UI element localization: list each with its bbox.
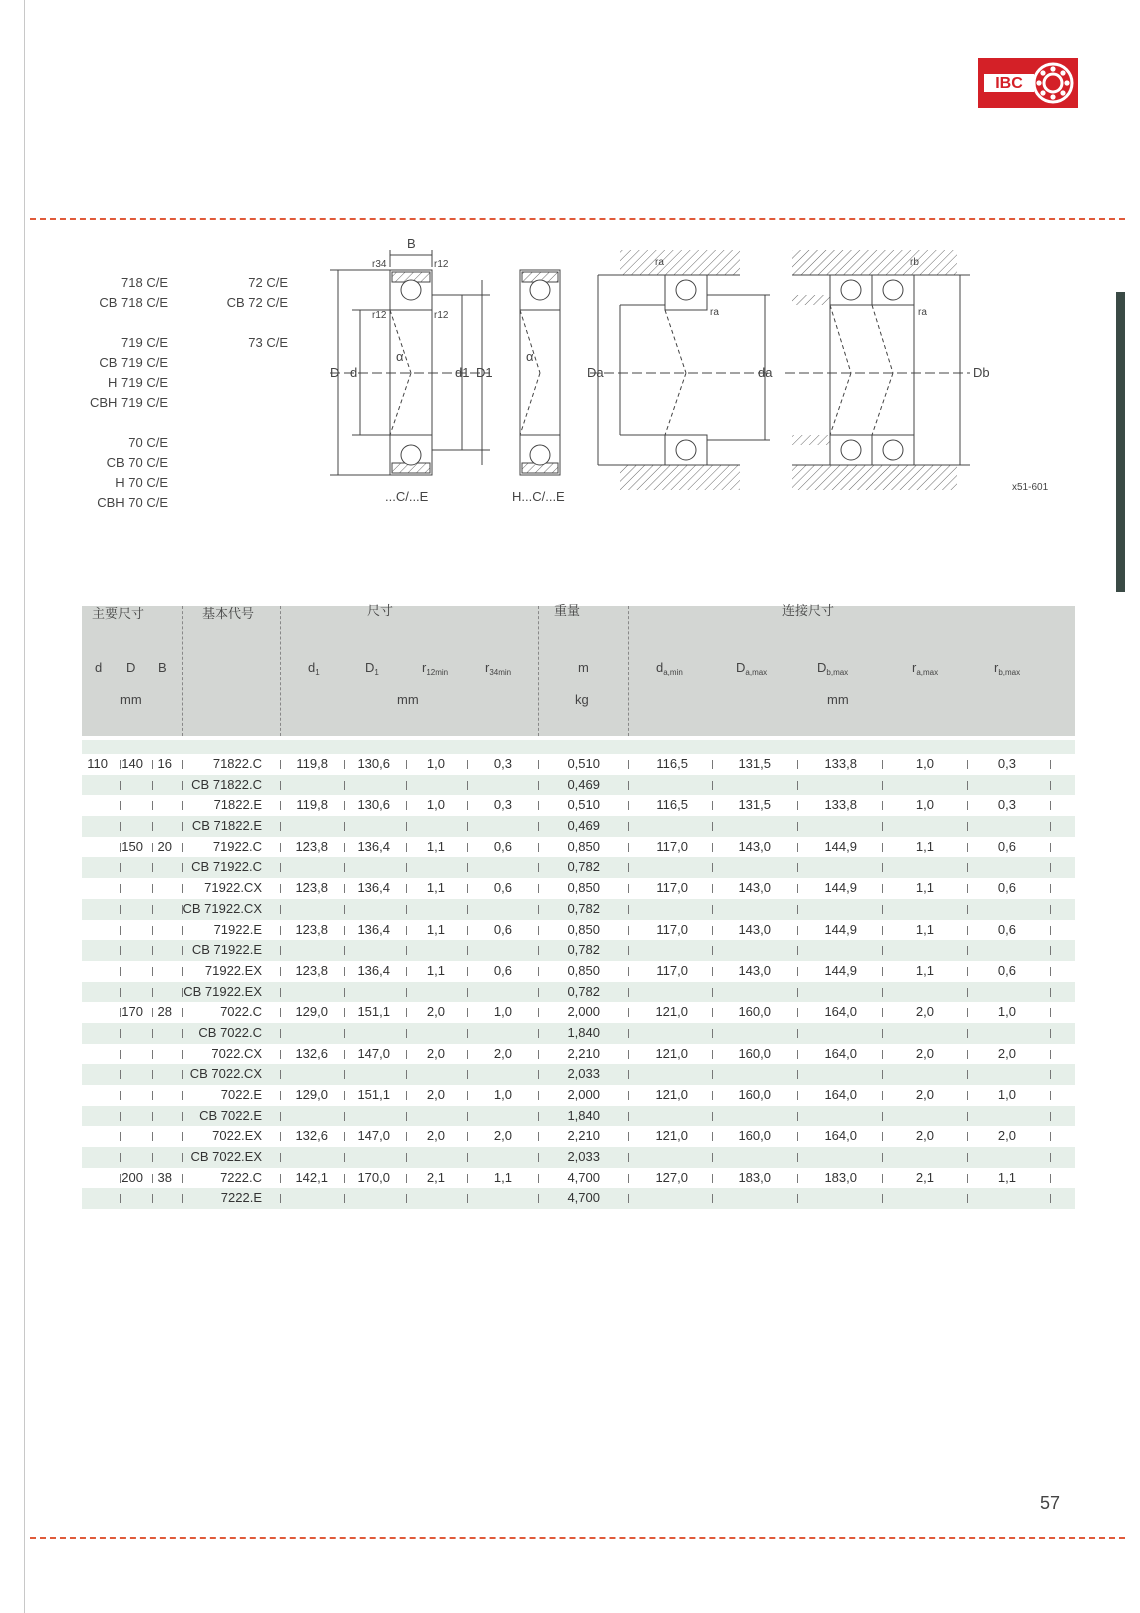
cell-ra: 2,0 (915, 1087, 934, 1102)
col-Db: $D_{b,max}$ (817, 660, 849, 677)
table-row (82, 1188, 1075, 1209)
cell-code: CB 71822.E (191, 818, 262, 834)
page-number: 57 (1040, 1493, 1061, 1513)
table-row (82, 1106, 1075, 1127)
model-designation: 73 C/E (248, 335, 288, 350)
svg-text:Db: Db (973, 365, 990, 380)
cell-rb: 2,0 (997, 1045, 1016, 1061)
cell-Db: 164,0 (824, 1004, 857, 1020)
cell-code: CB 7022.E (199, 1107, 262, 1123)
cell-m: 0,510 (567, 756, 600, 771)
cell-ra: 2,0 (915, 1128, 934, 1144)
cell-m: 0,469 (567, 776, 600, 792)
cell-D1: 151,1 (357, 1004, 390, 1020)
col-D: D (126, 660, 136, 675)
model-group (60, 433, 168, 513)
drawing-label-h: H...C/...E (512, 489, 565, 504)
col-Da: $D_{a,max}$ (736, 660, 768, 677)
cell-code: CB 7022.C (198, 1024, 262, 1040)
cell-r12: 2,0 (426, 1004, 445, 1020)
cell-ra: 1,1 (915, 921, 934, 937)
cell-Db: 133,8 (824, 797, 857, 813)
table-row (82, 857, 1075, 878)
header-weight: 重量 (554, 603, 581, 618)
cell-D1: 136,4 (357, 838, 390, 854)
cell-Da: 143,0 (738, 838, 771, 854)
cell-d1: 123,8 (295, 962, 328, 978)
cell-Db: 164,0 (824, 1128, 857, 1144)
cell-m: 0,850 (567, 880, 600, 896)
cell-r34: 1,1 (493, 1169, 512, 1185)
cell-d1: 123,8 (295, 880, 328, 896)
cell-code: CB 71922.E (191, 942, 262, 958)
cell-r34: 1,0 (493, 1087, 512, 1102)
cell-D1: 130,6 (357, 797, 390, 813)
cell-code: 71922.C (212, 838, 262, 854)
cell-Db: 183,0 (824, 1169, 857, 1185)
cell-code: 71922.EX (204, 962, 262, 978)
cell-Da: 143,0 (738, 921, 771, 937)
cell-rb: 0,6 (997, 880, 1016, 896)
cell-Da: 160,0 (738, 1087, 771, 1102)
svg-text:r12: r12 (372, 310, 387, 321)
cell-code: CB 7022.EX (190, 1149, 262, 1165)
cell-r12: 1,0 (426, 797, 445, 813)
cell-m: 0,782 (567, 900, 600, 916)
svg-text:D: D (330, 365, 340, 380)
cell-Da: 160,0 (738, 1004, 771, 1020)
cell-D: 140 (121, 756, 143, 771)
cell-rb: 2,0 (997, 1128, 1016, 1144)
cell-code: CB 71922.CX (182, 900, 262, 916)
unit-mm-dims: mm (397, 692, 419, 707)
table-row (82, 1168, 1075, 1189)
cell-d1: 132,6 (295, 1045, 328, 1061)
cell-d1: 129,0 (295, 1087, 328, 1102)
svg-text:d: d (350, 365, 358, 380)
cell-D1: 170,0 (357, 1169, 390, 1185)
cell-Da: 160,0 (738, 1045, 771, 1061)
cell-Da: 160,0 (738, 1128, 771, 1144)
cell-Db: 144,9 (824, 921, 857, 937)
cell-m: 2,210 (567, 1128, 600, 1144)
bearing-drawing (330, 236, 1090, 520)
model-designation: 72 C/E (248, 275, 288, 290)
cell-da: 117,0 (656, 838, 688, 854)
cell-ra: 1,1 (915, 962, 934, 978)
table-row (82, 982, 1075, 1003)
cell-r12: 1,1 (426, 962, 445, 978)
cell-code: 71922.E (213, 921, 262, 937)
cell-code: 7022.C (220, 1004, 262, 1020)
cell-Da: 143,0 (738, 962, 771, 978)
cell-Db: 144,9 (824, 880, 857, 896)
cell-m: 0,782 (567, 859, 600, 875)
cell-Da: 131,5 (738, 797, 771, 813)
cell-ra: 2,0 (915, 1004, 934, 1020)
unit-mm-abutment: mm (827, 692, 849, 707)
cell-m: 1,840 (567, 1107, 600, 1123)
cell-r12: 1,0 (426, 756, 445, 771)
table-row (82, 1023, 1075, 1044)
cell-da: 117,0 (656, 962, 688, 978)
cell-code: CB 71922.EX (183, 983, 262, 999)
svg-text:d1: d1 (455, 365, 470, 380)
cell-code: 7222.C (220, 1169, 262, 1185)
cell-Db: 133,8 (824, 756, 857, 771)
col-ra: $r_{a,max}$ (912, 660, 939, 677)
col-da: $d_{a,min}$ (656, 660, 683, 677)
cell-r12: 1,1 (426, 921, 445, 937)
cell-rb: 0,3 (997, 797, 1016, 813)
cell-B: 28 (157, 1004, 172, 1020)
cell-code: 7222.E (220, 1190, 262, 1206)
cell-D: 170 (121, 1004, 143, 1020)
cell-code: 7022.EX (212, 1128, 262, 1144)
cell-ra: 1,1 (915, 838, 934, 854)
cell-B: 16 (157, 756, 172, 771)
cell-code: CB 7022.CX (189, 1066, 262, 1082)
svg-text:Da: Da (587, 365, 604, 380)
cell-r12: 2,0 (426, 1087, 445, 1102)
model-designation: CB 70 C/E (106, 455, 168, 470)
cell-D1: 147,0 (357, 1045, 390, 1061)
cell-Da: 143,0 (738, 880, 771, 896)
cell-m: 4,700 (567, 1190, 600, 1206)
model-designation: H 70 C/E (115, 475, 168, 490)
cell-m: 1,840 (567, 1024, 600, 1040)
cell-rb: 1,0 (997, 1087, 1016, 1102)
svg-text:D1: D1 (476, 365, 493, 380)
table-row (82, 1126, 1075, 1147)
cell-da: 116,5 (656, 756, 688, 771)
cell-m: 2,000 (567, 1087, 600, 1102)
cell-r34: 0,6 (493, 962, 512, 978)
header-designation: 基本代号 (202, 606, 255, 621)
svg-text:ra: ra (918, 307, 927, 318)
cell-rb: 0,6 (997, 962, 1016, 978)
cell-r34: 0,6 (493, 880, 512, 896)
col-m: m (578, 660, 589, 675)
model-list-left (60, 273, 168, 533)
cell-d1: 123,8 (295, 838, 328, 854)
table-row (82, 795, 1075, 816)
cell-D: 150 (121, 838, 143, 854)
cell-D1: 147,0 (357, 1128, 390, 1144)
cell-m: 0,782 (567, 983, 600, 999)
cell-m: 2,033 (567, 1149, 600, 1165)
cell-code: 71822.E (213, 797, 262, 813)
cell-da: 121,0 (655, 1128, 688, 1144)
cell-ra: 1,0 (915, 756, 934, 771)
col-rb: $r_{b,max}$ (994, 660, 1021, 677)
unit-mm-main: mm (120, 692, 142, 707)
header-main-dims: 主要尺寸 (92, 606, 145, 621)
col-d: d (95, 660, 103, 675)
model-group (200, 333, 288, 353)
model-designation: 70 C/E (128, 435, 168, 450)
unit-kg: kg (575, 692, 589, 707)
cell-B: 20 (157, 838, 172, 854)
col-r12: $r_{12min}$ (422, 660, 449, 677)
cell-r12: 2,0 (426, 1128, 445, 1144)
table-row (82, 837, 1075, 858)
cell-r12: 1,1 (426, 880, 445, 896)
cell-r34: 2,0 (493, 1045, 512, 1061)
table-row (82, 816, 1075, 837)
cell-code: 71922.CX (204, 880, 262, 896)
cell-d1: 129,0 (295, 1004, 328, 1020)
cell-da: 127,0 (655, 1169, 688, 1185)
col-B: B (158, 660, 167, 675)
top-divider (30, 218, 1125, 220)
ibc-logo (978, 58, 1078, 108)
logo-text: IBC (995, 75, 1023, 92)
cell-ra: 1,0 (915, 797, 934, 813)
cell-da: 116,5 (656, 797, 688, 813)
svg-text:r12: r12 (434, 310, 449, 321)
svg-text:B: B (407, 236, 416, 251)
model-list-right (200, 273, 288, 373)
cell-ra: 2,1 (915, 1169, 934, 1185)
table-row (82, 899, 1075, 920)
cell-m: 0,510 (567, 797, 600, 813)
svg-text:ra: ra (710, 307, 719, 318)
model-designation: CB 718 C/E (99, 295, 168, 310)
cell-d1: 123,8 (295, 921, 328, 937)
table-row (82, 775, 1075, 796)
cell-da: 121,0 (655, 1087, 688, 1102)
cell-m: 0,850 (567, 921, 600, 937)
cell-d1: 119,8 (296, 797, 328, 813)
header-abutment: 连接尺寸 (782, 603, 835, 618)
cell-m: 2,000 (567, 1004, 600, 1020)
cell-D1: 130,6 (357, 756, 390, 771)
cell-m: 0,469 (567, 818, 600, 834)
cell-code: CB 71922.C (191, 859, 262, 875)
model-designation: CBH 719 C/E (89, 395, 168, 410)
cell-Db: 144,9 (824, 838, 857, 854)
model-group (200, 273, 288, 313)
cell-r34: 1,0 (493, 1004, 512, 1020)
col-r34: $r_{34min}$ (485, 660, 512, 677)
table-body (82, 740, 1075, 1209)
table-row (82, 1044, 1075, 1065)
model-designation: 719 C/E (121, 335, 168, 350)
cell-r34: 0,6 (493, 921, 512, 937)
cell-r12: 2,1 (426, 1169, 445, 1185)
table-row (82, 754, 1075, 775)
model-group (60, 333, 168, 413)
cell-code: 7022.CX (211, 1045, 262, 1061)
cell-code: CB 71822.C (191, 776, 262, 792)
cell-d1: 119,8 (296, 756, 328, 771)
cell-rb: 0,6 (997, 921, 1016, 937)
svg-text:ra: ra (655, 257, 664, 268)
cell-Db: 144,9 (824, 962, 857, 978)
table-header (82, 603, 1075, 736)
cell-ra: 2,0 (915, 1045, 934, 1061)
cell-D1: 151,1 (357, 1087, 390, 1102)
svg-text:α: α (526, 349, 534, 364)
table-row (82, 1085, 1075, 1106)
model-designation: 718 C/E (121, 275, 168, 290)
cell-da: 121,0 (655, 1045, 688, 1061)
cell-Da: 131,5 (738, 756, 771, 771)
cell-m: 2,210 (567, 1045, 600, 1061)
left-margin-line (24, 0, 25, 1613)
cell-m: 0,782 (567, 942, 600, 958)
cell-D1: 136,4 (357, 962, 390, 978)
table-row (82, 1002, 1075, 1023)
cell-da: 117,0 (656, 921, 688, 937)
header-dimensions: 尺寸 (367, 603, 394, 618)
cell-r12: 2,0 (426, 1045, 445, 1061)
table-row (82, 1147, 1075, 1168)
svg-text:da: da (758, 365, 773, 380)
bottom-divider (30, 1537, 1125, 1539)
cell-d: 110 (87, 756, 108, 771)
cell-Db: 164,0 (824, 1045, 857, 1061)
model-designation: CBH 70 C/E (97, 495, 168, 510)
cell-d1: 132,6 (295, 1128, 328, 1144)
table-row (82, 920, 1075, 941)
model-designation: CB 719 C/E (99, 355, 168, 370)
svg-text:r34: r34 (372, 259, 387, 270)
cell-r34: 0,3 (493, 797, 512, 813)
cell-ra: 1,1 (915, 880, 934, 896)
col-D1: $D_1$ (365, 660, 379, 677)
table-row (82, 961, 1075, 982)
cell-r34: 0,3 (493, 756, 512, 771)
cell-da: 121,0 (655, 1004, 688, 1020)
svg-text:α: α (396, 349, 404, 364)
drawing-label-standard: ...C/...E (385, 489, 429, 504)
cell-D1: 136,4 (357, 880, 390, 896)
side-tab-marker (1116, 292, 1125, 592)
table-row (82, 1064, 1075, 1085)
model-group (60, 273, 168, 313)
cell-r34: 2,0 (493, 1128, 512, 1144)
cell-r12: 1,1 (426, 838, 445, 854)
model-designation: H 719 C/E (108, 375, 168, 390)
cell-Db: 164,0 (824, 1087, 857, 1102)
cell-B: 38 (157, 1169, 172, 1185)
cell-rb: 0,6 (997, 838, 1016, 854)
cell-m: 2,033 (567, 1066, 600, 1082)
cell-r34: 0,6 (493, 838, 512, 854)
svg-text:rb: rb (910, 257, 919, 268)
cell-m: 4,700 (567, 1169, 600, 1185)
table-row (82, 878, 1075, 899)
cell-D1: 136,4 (357, 921, 390, 937)
cell-rb: 0,3 (997, 756, 1016, 771)
cell-m: 0,850 (567, 962, 600, 978)
cell-D: 200 (121, 1169, 143, 1185)
cell-rb: 1,1 (997, 1169, 1016, 1185)
svg-text:r12: r12 (434, 259, 449, 270)
cell-code: 71822.C (212, 756, 262, 771)
cell-d1: 142,1 (295, 1169, 328, 1185)
drawing-code: x51-601 (1012, 482, 1049, 493)
cell-rb: 1,0 (997, 1004, 1016, 1020)
col-d1: $d_1$ (308, 660, 320, 677)
cell-m: 0,850 (567, 838, 600, 854)
cell-Da: 183,0 (738, 1169, 771, 1185)
table-row (82, 940, 1075, 961)
model-designation: CB 72 C/E (226, 295, 288, 310)
cell-da: 117,0 (656, 880, 688, 896)
cell-code: 7022.E (220, 1087, 262, 1102)
